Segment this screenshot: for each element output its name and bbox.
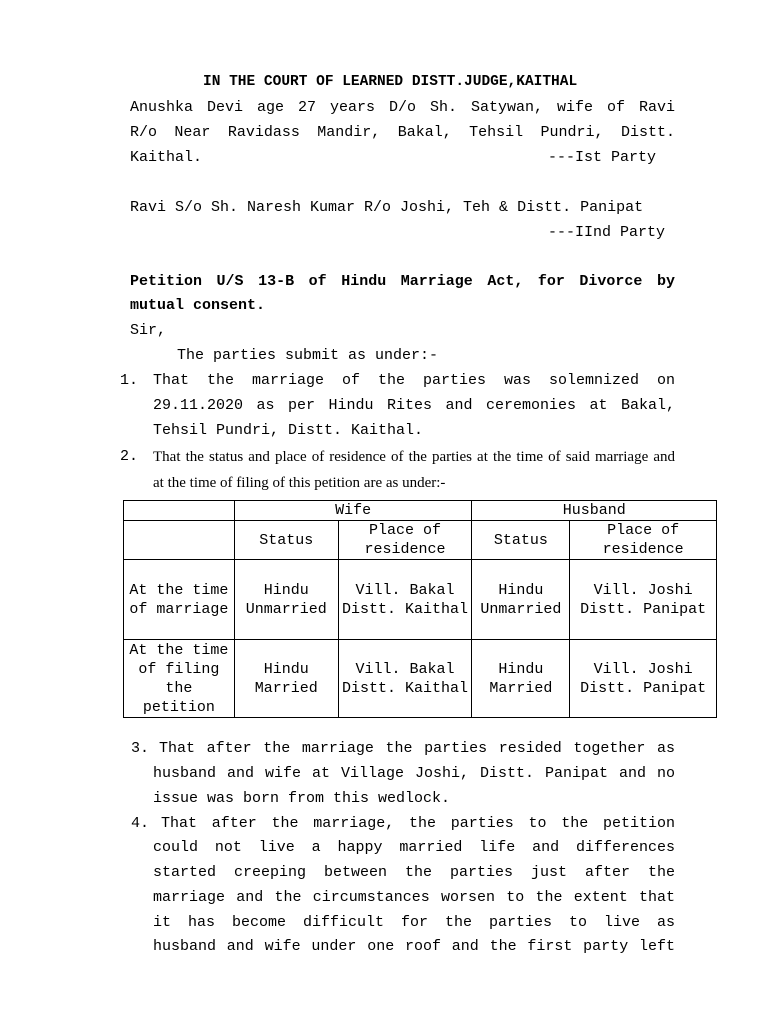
table-cell-husband-status: Hindu Married xyxy=(472,640,570,718)
paragraph-4-line-1: That after the marriage, the parties to the petition xyxy=(161,815,675,832)
paragraph-3-line-2: husband and wife at Village Joshi, Distt. Panipat and no xyxy=(153,765,675,782)
status-residence-table xyxy=(123,500,717,718)
paragraph-4-line-2: could not live a happy married life and differences xyxy=(153,839,675,856)
table-cell-husband-status: Hindu Unmarried xyxy=(472,560,570,640)
table-cell-wife-residence: Vill. Bakal Distt. Kaithal xyxy=(338,640,472,718)
table-header-husband: Husband xyxy=(472,501,717,521)
paragraph-1-line-3: Tehsil Pundri, Distt. Kaithal. xyxy=(153,422,424,439)
table-row-label: At the time of marriage xyxy=(124,560,235,640)
court-title: IN THE COURT OF LEARNED DISTT.JUDGE,KAITHAL xyxy=(203,74,578,90)
table-header-wife: Wife xyxy=(234,501,472,521)
paragraph-2-number: 2. xyxy=(120,448,139,465)
paragraph-4-line-4: marriage and the circumstances worsen to the extent that xyxy=(153,889,675,906)
paragraph-4-line-5: it has become difficult for the parties to live as xyxy=(153,914,675,931)
table-sub-header-row xyxy=(124,521,717,560)
paragraph-4-number: 4. xyxy=(131,815,150,832)
first-party-line-2: R/o Near Ravidass Mandir, Bakal, Tehsil Pundri, Distt. xyxy=(130,124,675,141)
paragraph-4-line-6: husband and wife under one roof and the first party left xyxy=(153,938,675,955)
table-subheader-wife-residence: Place of residence xyxy=(338,521,472,560)
table-row-label: At the time of filing the petition xyxy=(124,640,235,718)
intro-text: The parties submit as under:- xyxy=(177,347,439,364)
paragraph-4-line-3: started creeping between the parties just after the xyxy=(153,864,675,881)
salutation: Sir, xyxy=(130,322,167,339)
table-cell-wife-status: Hindu Married xyxy=(234,640,338,718)
first-party-line-3: Kaithal. xyxy=(130,149,203,166)
table-cell-wife-residence: Vill. Bakal Distt. Kaithal xyxy=(338,560,472,640)
table-subheader-husband-residence: Place of residence xyxy=(570,521,717,560)
paragraph-3-line-1: That after the marriage the parties resided together as xyxy=(159,740,675,757)
table-header-blank xyxy=(124,501,235,521)
paragraph-2-line-1: That the status and place of residence of the parties at the time of said marriage and xyxy=(153,449,675,465)
table-cell-wife-status: Hindu Unmarried xyxy=(234,560,338,640)
first-party-label: ---Ist Party xyxy=(548,149,657,166)
table-subheader-blank xyxy=(124,521,235,560)
table-row xyxy=(124,640,717,718)
table-cell-husband-residence: Vill. Joshi Distt. Panipat xyxy=(570,640,717,718)
paragraph-1-line-1: That the marriage of the parties was solemnized on xyxy=(153,372,675,389)
paragraph-3-line-3: issue was born from this wedlock. xyxy=(153,790,451,807)
first-party-line-1: Anushka Devi age 27 years D/o Sh. Satywan, wife of Ravi xyxy=(130,99,675,116)
table-cell-husband-residence: Vill. Joshi Distt. Panipat xyxy=(570,560,717,640)
petition-heading-line-2: mutual consent. xyxy=(130,297,266,314)
paragraph-2-line-2: at the time of filing of this petition are as under:- xyxy=(153,475,446,491)
table-subheader-husband-status: Status xyxy=(472,521,570,560)
petition-heading-line-1: Petition U/S 13-B of Hindu Marriage Act, for Divorce by xyxy=(130,273,675,290)
table-subheader-wife-status: Status xyxy=(234,521,338,560)
paragraph-1-number: 1. xyxy=(120,372,139,389)
paragraph-1-line-2: 29.11.2020 as per Hindu Rites and ceremonies at Bakal, xyxy=(153,397,675,414)
table-group-header-row xyxy=(124,501,717,521)
second-party-label: ---IInd Party xyxy=(548,224,666,241)
table-row xyxy=(124,560,717,640)
second-party-line-1: Ravi S/o Sh. Naresh Kumar R/o Joshi, Teh & Distt. Panipat xyxy=(130,199,644,216)
paragraph-3-number: 3. xyxy=(131,740,150,757)
